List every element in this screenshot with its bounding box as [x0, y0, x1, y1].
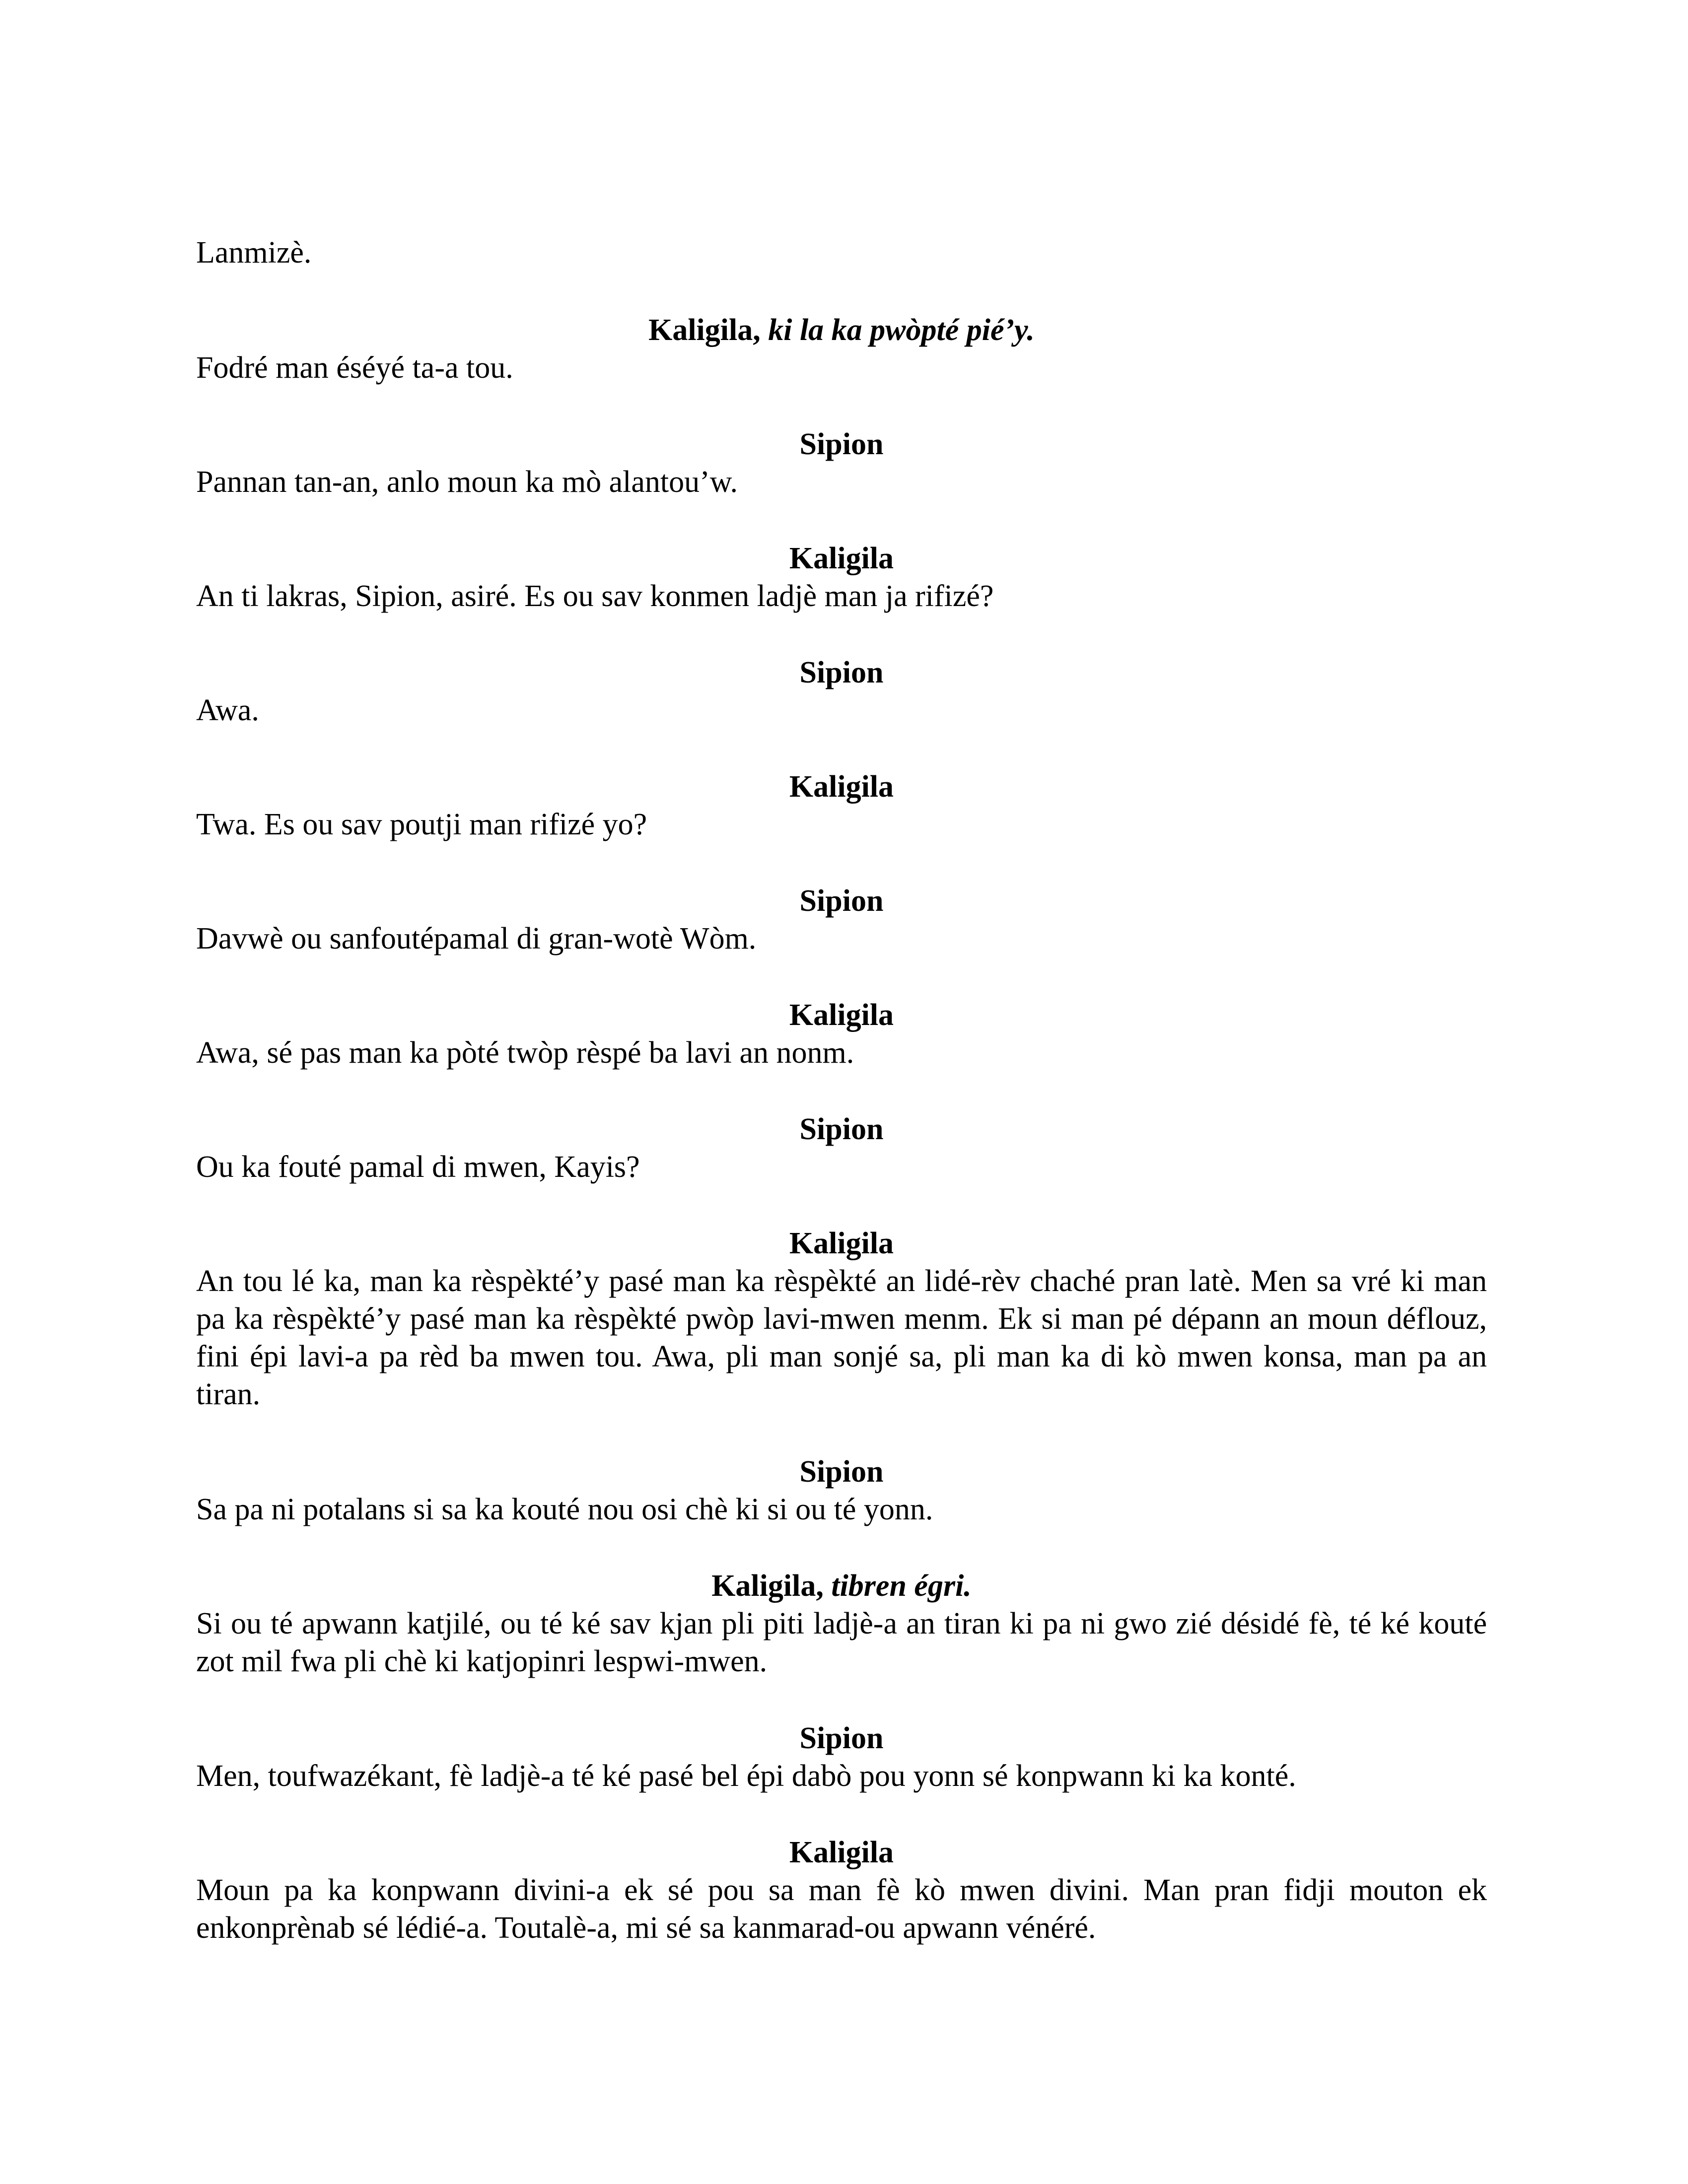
dialogue-line: Men, toufwazékant, fè ladjè-a té ké pasé bel épi dabò pou yonn sé konpwann ki ka konté. — [196, 1759, 1296, 1793]
dialogue-entry — [196, 425, 1487, 501]
stage-direction: ki la ka pwòpté pié’y. — [768, 313, 1035, 347]
speaker-name: Sipion — [799, 1721, 884, 1755]
speaker-name: Sipion — [799, 1112, 884, 1146]
dialogue-entry — [196, 234, 1487, 272]
speaker-name: Sipion — [799, 656, 884, 689]
speaker-name: Kaligila — [789, 542, 894, 575]
dialogue-line: Si ou té apwann katjilé, ou té ké sav kjan pli piti ladjè-a an tiran ki pa ni gwo zié désidé fè, té ké kouté zot mil fwa pli chè ki katjopinri lespwi-mwen. — [196, 1607, 1487, 1678]
speaker-name: Kaligila — [789, 998, 894, 1032]
dialogue-entry — [196, 1834, 1487, 1947]
dialogue-entry — [196, 1453, 1487, 1528]
dialogue-line: An tou lé ka, man ka rèspèkté’y pasé man ka rèspèkté an lidé-rèv chaché pran latè. Men sa vré ki man pa ka rèspèkté’y pasé man ka rèspèkté pwòp lavi-mwen menm. Ek si man pé dépann an moun déflouz, fini épi lavi-a pa rèd ba mwen tou. Awa, pli man sonjé sa, pli man ka di kò mwen konsa, man pa an tiran. — [196, 1264, 1487, 1411]
dialogue-line: Davwè ou sanfoutépamal di gran-wotè Wòm. — [196, 922, 757, 956]
dialogue-entry — [196, 996, 1487, 1072]
script-page — [196, 0, 1487, 2184]
dialogue-entry — [196, 1110, 1487, 1186]
speaker-name: Kaligila — [789, 1836, 894, 1869]
dialogue-line: Pannan tan-an, anlo moun ka mò alantou’w. — [196, 465, 738, 499]
dialogue-line: An ti lakras, Sipion, asiré. Es ou sav konmen ladjè man ja rifizé? — [196, 579, 994, 613]
dialogue-entry — [196, 1567, 1487, 1680]
stage-direction: tibren égri. — [831, 1569, 972, 1603]
dialogue-line: Lanmizè. — [196, 236, 312, 270]
dialogue-entry — [196, 540, 1487, 615]
dialogue-line: Ou ka fouté pamal di mwen, Kayis? — [196, 1150, 640, 1184]
dialogue-line: Sa pa ni potalans si sa ka kouté nou osi chè ki si ou té yonn. — [196, 1493, 933, 1526]
dialogue-entry — [196, 311, 1487, 387]
speaker-heading — [196, 311, 1487, 349]
dialogue-entry — [196, 768, 1487, 843]
dialogue-entry — [196, 882, 1487, 957]
dialogue-line: Awa. — [196, 693, 259, 727]
speaker-name: Kaligila — [789, 1227, 894, 1260]
speaker-name: Sipion — [799, 427, 884, 461]
speaker-name: Sipion — [799, 884, 884, 918]
speaker-name: Kaligila, — [711, 1569, 824, 1603]
dialogue-entry — [196, 1225, 1487, 1413]
dialogue-line: Awa, sé pas man ka pòté twòp rèspé ba lavi an nonm. — [196, 1036, 854, 1070]
speaker-heading — [196, 1567, 1487, 1605]
dialogue-line: Twa. Es ou sav poutji man rifizé yo? — [196, 808, 647, 841]
dialogue-entry — [196, 1719, 1487, 1795]
dialogue-line: Moun pa ka konpwann divini-a ek sé pou sa man fè kò mwen divini. Man pran fidji mouton ek enkonprènab sé lédié-a. Toutalè-a, mi sé sa kanmarad-ou apwann vénéré. — [196, 1873, 1487, 1945]
speaker-name: Kaligila — [789, 770, 894, 804]
speaker-name: Kaligila, — [648, 313, 761, 347]
dialogue-entry — [196, 654, 1487, 729]
speaker-name: Sipion — [799, 1455, 884, 1489]
dialogue-line: Fodré man éséyé ta-a tou. — [196, 351, 513, 385]
